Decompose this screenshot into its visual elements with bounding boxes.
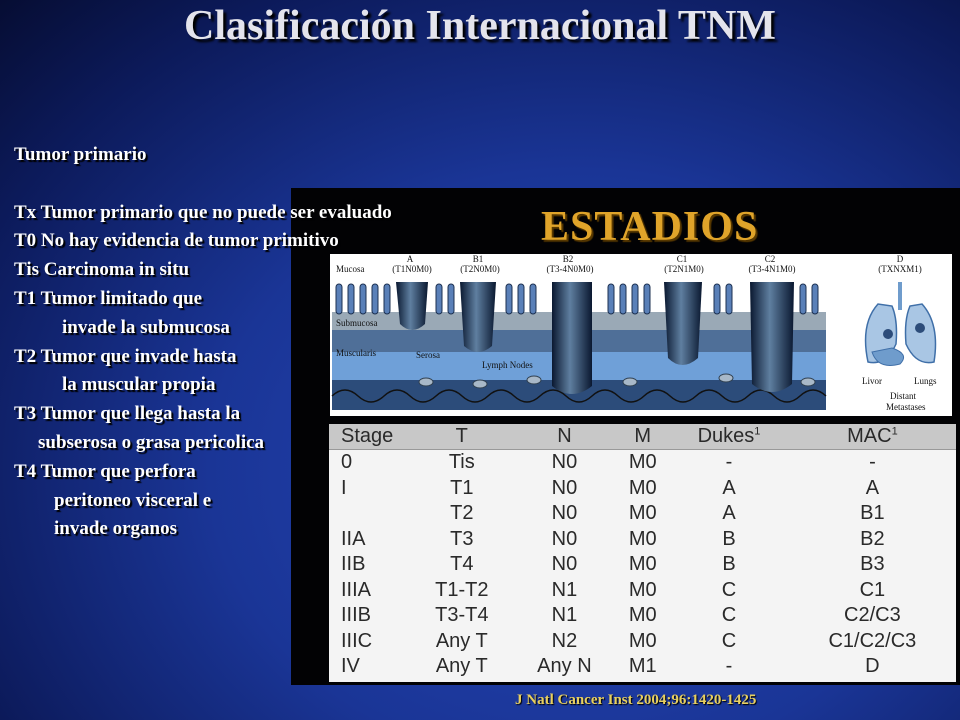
- label-mucosa: Mucosa: [336, 264, 365, 274]
- stage-code-a: (T1N0M0): [392, 264, 432, 274]
- tumor-c2: [750, 282, 794, 392]
- slide-title: Clasificación Internacional TNM: [184, 3, 776, 49]
- tumor-line-t4-cont2: invade organos: [54, 518, 177, 540]
- label-metastases: Metastases: [886, 402, 926, 412]
- table-row: IIB T4 N0 M0 B B3: [341, 553, 885, 576]
- col-header-m: M: [616, 424, 669, 450]
- label-lymph-nodes: Lymph Nodes: [482, 360, 533, 370]
- distant-metastases-figure: [866, 282, 936, 366]
- table-row: IIIA T1-T2 N1 M0 C C1: [341, 578, 886, 601]
- label-lungs: Lungs: [914, 376, 937, 386]
- tumor-c1: [664, 282, 702, 365]
- stage-label-c1: C1: [676, 254, 688, 264]
- stage-label-b2: B2: [562, 254, 574, 264]
- tumor-line-t1-cont: invade la submucosa: [62, 316, 230, 338]
- tumor-primario-list: [14, 141, 534, 544]
- table-row: 0 Tis N0 M0 - -: [341, 451, 876, 474]
- tumor-line-tis: Tis Carcinoma in situ: [14, 259, 190, 281]
- estadios-heading: ESTADIOS: [541, 204, 759, 250]
- tumor-line-t3-cont: subserosa o grasa pericolica: [38, 431, 265, 453]
- col-header-dukes: Dukes$^1$: [669, 424, 789, 450]
- tumor-line-t4: T4 Tumor que perfora: [14, 460, 196, 482]
- table-row: IV Any T Any N M1 - D: [341, 655, 880, 678]
- stage-label-c2: C2: [764, 254, 776, 264]
- tumor-line-t3: T3 Tumor que llega hasta la: [14, 403, 241, 425]
- col-header-t: T: [411, 424, 513, 450]
- col-header-mac: MAC$^1$: [789, 424, 956, 450]
- tumor-line-t2: T2 Tumor que invade hasta: [14, 345, 237, 367]
- col-header-n: N: [513, 424, 617, 450]
- table-row: IIIC Any T N2 M0 C C1/C2/C3: [341, 629, 917, 652]
- table-row: T2 N0 M0 A B1: [450, 502, 885, 525]
- stage-label-d: D: [896, 254, 904, 264]
- stage-code-d: (TXNXM1): [878, 264, 922, 274]
- label-serosa: Serosa: [416, 350, 440, 360]
- tumor-line-t4-cont1: peritoneo visceral e: [54, 489, 212, 511]
- table-row: IIIB T3-T4 N1 M0 C C2/C3: [341, 604, 901, 627]
- tumor-line-t0: T0 No hay evidencia de tumor primitivo: [14, 230, 339, 252]
- stage-label-a: A: [406, 254, 414, 264]
- table-row: I T1 N0 M0 A A: [341, 476, 880, 499]
- stage-code-c2: (T3-4N1M0): [748, 264, 796, 274]
- tumor-line-t2-cont: la muscular propia: [62, 374, 216, 396]
- label-distant: Distant: [890, 391, 916, 401]
- col-header-stage: Stage: [329, 424, 411, 450]
- tumor-b2: [552, 282, 592, 394]
- label-submucosa: Submucosa: [336, 318, 378, 328]
- stage-code-b2: (T3-4N0M0): [546, 264, 594, 274]
- stage-label-b1: B1: [472, 254, 484, 264]
- label-muscularis: Muscularis: [336, 348, 376, 358]
- stage-code-c1: (T2N1M0): [664, 264, 704, 274]
- tumor-line-t1: T1 Tumor limitado que: [14, 287, 203, 309]
- citation: J Natl Cancer Inst 2004;96:1420-1425: [515, 692, 757, 708]
- tumor-line-tx: Tx Tumor primario que no puede ser evaluado: [14, 201, 392, 223]
- stage-code-b1: (T2N0M0): [460, 264, 500, 274]
- tumor-heading: Tumor primario: [14, 144, 147, 165]
- label-livor: Livor: [862, 376, 882, 386]
- table-row: IIA T3 N0 M0 B B2: [341, 527, 885, 550]
